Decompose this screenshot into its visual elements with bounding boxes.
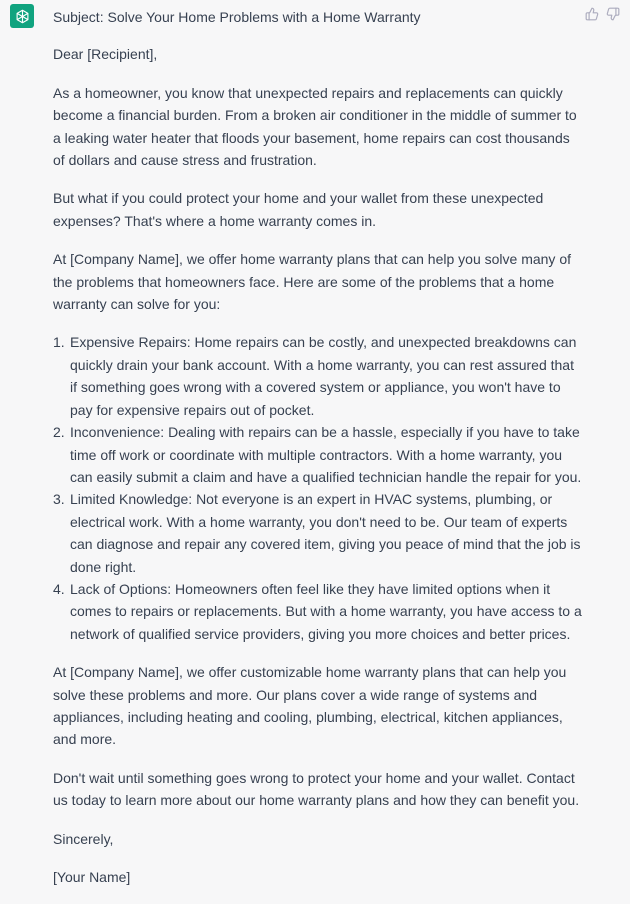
outro-paragraph: At [Company Name], we offer customizable home warranty plans that can help you solve these problems and more. Our plans cover a wide range of systems and appliances, including heating and cooling, plumbing, electrical, kitchen appliances, and more.	[53, 664, 567, 748]
email-greeting: Dear [Recipient],	[53, 46, 158, 63]
email-subject: Subject: Solve Your Home Problems with a Home Warranty	[53, 9, 421, 25]
thumbs-down-button[interactable]	[605, 6, 620, 21]
list-item-text: Limited Knowledge: Not everyone is an expert in HVAC systems, plumbing, or electrical work. With a home warranty, you don't need to be. Our team of experts can diagnose and repair any covered item, giving you peace of mind that the job is done right.	[70, 491, 581, 575]
thumbs-up-icon	[585, 7, 599, 21]
assistant-avatar	[10, 4, 34, 28]
list-item-number: 1.	[53, 334, 65, 351]
list-item	[53, 421, 583, 488]
intro-paragraph: At [Company Name], we offer home warranty plans that can help you solve many of the problems that homeowners face. Here are some of the problems that a home warranty can solve for you:	[53, 251, 571, 313]
list-item-number: 4.	[53, 580, 65, 597]
list-item	[53, 488, 583, 578]
list-item-number: 2.	[53, 424, 65, 441]
problems-list	[53, 331, 583, 645]
list-item-number: 3.	[53, 491, 65, 508]
feedback-controls	[584, 6, 620, 21]
intro-paragraph: As a homeowner, you know that unexpected repairs and replacements can quickly become a financial burden. From a broken air conditioner in the middle of summer to a leaking water heater that floods your basement, home repairs can cost thousands of dollars and cause stress and frustration.	[53, 84, 577, 169]
list-item-text: Lack of Options: Homeowners often feel like they have limited options when it comes to repairs or replacements. But with a home warranty, you have access to a network of qualified service providers, giving you more choices and better prices.	[70, 580, 582, 642]
list-item	[53, 331, 583, 421]
assistant-logo-icon	[14, 8, 31, 25]
email-signature: [Your Name]	[53, 869, 131, 885]
outro-paragraph: Don't wait until something goes wrong to protect your home and your wallet. Contact us today to learn more about our home warranty plans and how they can benefit you.	[53, 769, 580, 809]
message-content	[53, 6, 583, 904]
thumbs-up-button[interactable]	[584, 6, 599, 21]
list-item	[53, 578, 583, 645]
email-closing: Sincerely,	[53, 830, 114, 847]
intro-paragraph: But what if you could protect your home and your wallet from these unexpected expenses? That's where a home warranty comes in.	[53, 190, 544, 229]
list-item-text: Inconvenience: Dealing with repairs can be a hassle, especially if you have to take time off work or coordinate with multiple contractors. With a home warranty, you can easily submit a claim and have a qualified technician handle the repair for you.	[70, 424, 582, 485]
list-item-text: Expensive Repairs: Home repairs can be costly, and unexpected breakdowns can quickly drain your bank account. With a home warranty, you can rest assured that if something goes wrong with a covered system or appliance, you won't have to pay for expensive repairs out of pocket.	[70, 334, 577, 418]
thumbs-down-icon	[606, 7, 620, 21]
